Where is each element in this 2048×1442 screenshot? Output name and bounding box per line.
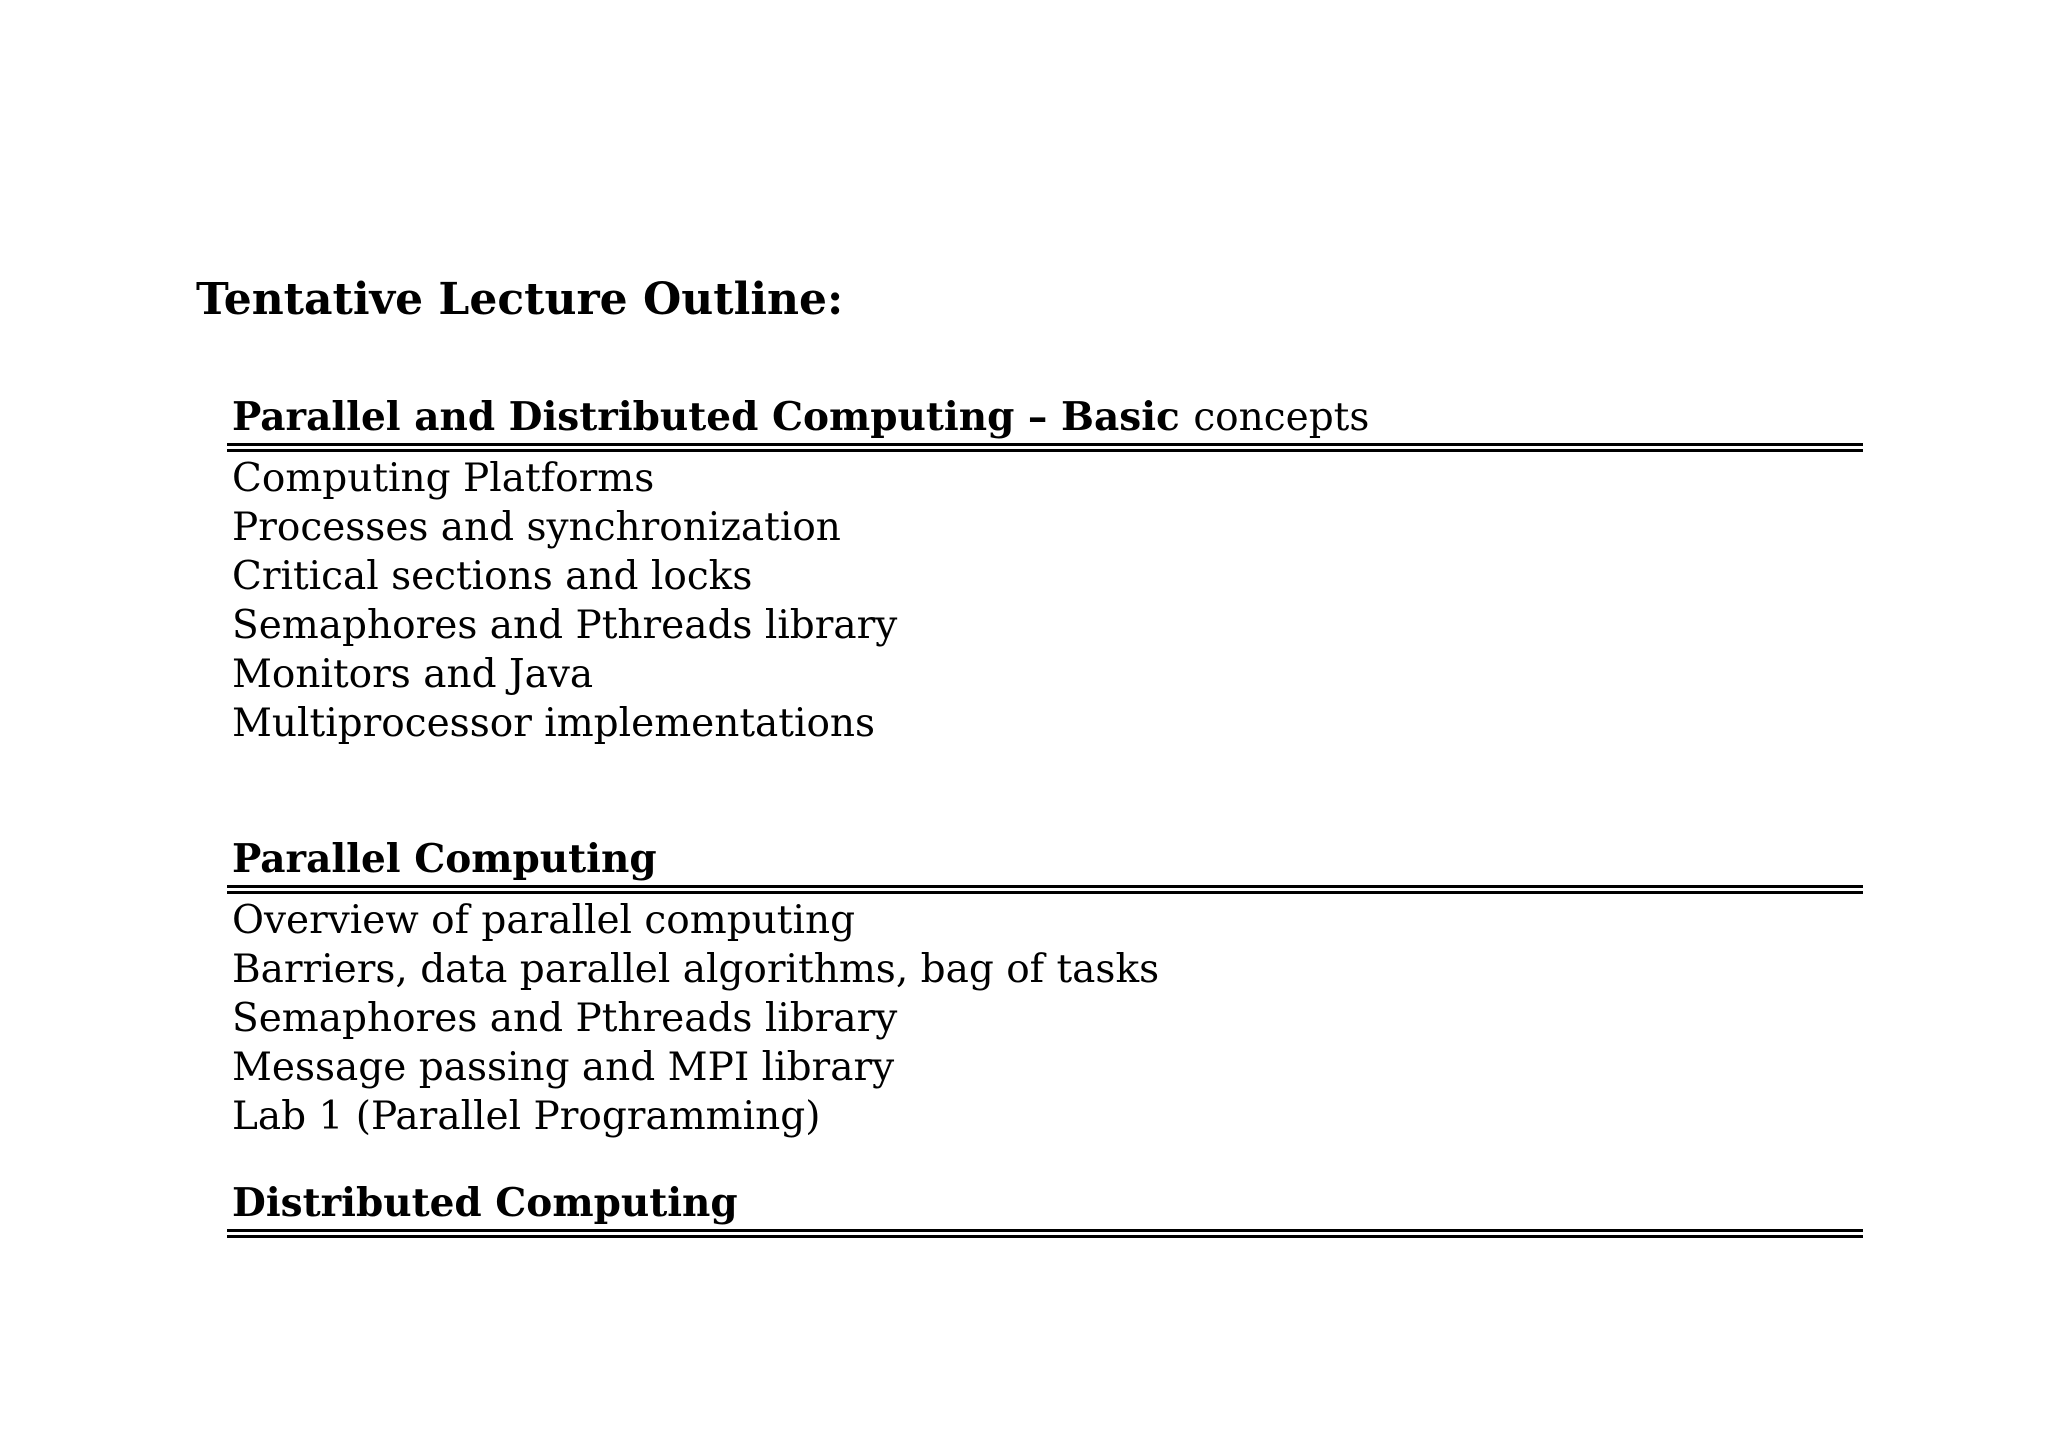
section-heading [227,834,1863,884]
list-item: Overview of parallel computing [232,898,856,943]
section-heading [227,392,1863,442]
list-item: Barriers, data parallel algorithms, bag of tasks [232,947,1160,992]
list-item: Semaphores and Pthreads library [232,603,898,648]
list-item: Critical sections and locks [232,554,753,599]
topic-list [227,896,1863,1141]
section-parallel-computing [227,834,1863,1141]
section-basic-concepts [227,392,1863,748]
section-distributed-computing [227,1178,1863,1238]
section-heading-normal: concepts [1193,395,1370,440]
section-heading-bold: Parallel Computing [232,836,657,882]
section-divider [227,885,1863,894]
topic-list [227,454,1863,748]
section-heading-bold: Distributed Computing [232,1180,738,1226]
list-item: Multiprocessor implementations [232,701,876,746]
list-item: Message passing and MPI library [232,1045,895,1090]
section-divider [227,443,1863,452]
list-item: Monitors and Java [232,652,594,697]
section-heading [227,1178,1863,1228]
page-title: Tentative Lecture Outline: [196,274,844,325]
list-item: Computing Platforms [232,456,655,501]
section-heading-bold: Parallel and Distributed Computing – Basic [232,394,1180,440]
list-item: Processes and synchronization [232,505,841,550]
list-item: Lab 1 (Parallel Programming) [232,1094,821,1139]
section-divider [227,1229,1863,1238]
list-item: Semaphores and Pthreads library [232,996,898,1041]
